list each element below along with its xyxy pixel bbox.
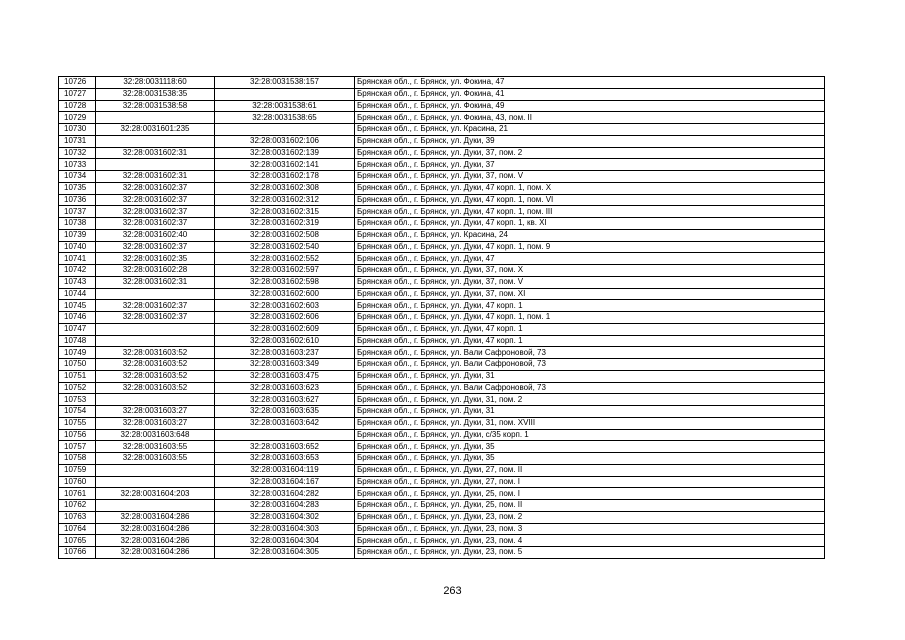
cadastral-number-object-cell: 32:28:0031602:597 bbox=[215, 265, 355, 277]
address-cell: Брянская обл., г. Брянск, ул. Дуки, 23, пом. 5 bbox=[355, 547, 825, 559]
address-cell: Брянская обл., г. Брянск, ул. Вали Сафроновой, 73 bbox=[355, 359, 825, 371]
record-number-cell: 10733 bbox=[59, 159, 96, 171]
record-number-cell: 10731 bbox=[59, 135, 96, 147]
cadastral-number-object-cell bbox=[215, 124, 355, 136]
record-number-cell: 10745 bbox=[59, 300, 96, 312]
cadastral-number-land-cell: 32:28:0031604:286 bbox=[96, 523, 215, 535]
cadastral-number-object-cell: 32:28:0031538:157 bbox=[215, 77, 355, 89]
record-number-cell: 10752 bbox=[59, 382, 96, 394]
address-cell: Брянская обл., г. Брянск, ул. Красина, 21 bbox=[355, 124, 825, 136]
cadastral-number-land-cell: 32:28:0031602:35 bbox=[96, 253, 215, 265]
address-cell: Брянская обл., г. Брянск, ул. Дуки, 31 bbox=[355, 406, 825, 418]
cadastral-number-object-cell bbox=[215, 88, 355, 100]
table-row bbox=[59, 265, 825, 277]
cadastral-number-land-cell bbox=[96, 112, 215, 124]
cadastral-number-object-cell: 32:28:0031602:508 bbox=[215, 229, 355, 241]
record-number-cell: 10740 bbox=[59, 241, 96, 253]
table-row bbox=[59, 500, 825, 512]
record-number-cell: 10763 bbox=[59, 511, 96, 523]
cadastral-number-object-cell: 32:28:0031538:61 bbox=[215, 100, 355, 112]
cadastral-number-object-cell: 32:28:0031602:606 bbox=[215, 312, 355, 324]
cadastral-number-land-cell: 32:28:0031602:37 bbox=[96, 241, 215, 253]
cadastral-number-object-cell: 32:28:0031603:237 bbox=[215, 347, 355, 359]
cadastral-number-land-cell: 32:28:0031602:28 bbox=[96, 265, 215, 277]
table-row bbox=[59, 359, 825, 371]
table-row bbox=[59, 347, 825, 359]
cadastral-number-land-cell: 32:28:0031603:52 bbox=[96, 370, 215, 382]
table-row bbox=[59, 488, 825, 500]
record-number-cell: 10746 bbox=[59, 312, 96, 324]
table-row bbox=[59, 77, 825, 89]
cadastral-number-object-cell: 32:28:0031602:312 bbox=[215, 194, 355, 206]
record-number-cell: 10755 bbox=[59, 417, 96, 429]
cadastral-number-object-cell: 32:28:0031604:282 bbox=[215, 488, 355, 500]
address-cell: Брянская обл., г. Брянск, ул. Фокина, 47 bbox=[355, 77, 825, 89]
address-cell: Брянская обл., г. Брянск, ул. Дуки, 37, пом. 2 bbox=[355, 147, 825, 159]
address-cell: Брянская обл., г. Брянск, ул. Дуки, 37, пом. V bbox=[355, 276, 825, 288]
table-row bbox=[59, 241, 825, 253]
cadastral-number-object-cell: 32:28:0031602:178 bbox=[215, 171, 355, 183]
table-row bbox=[59, 171, 825, 183]
cadastral-number-object-cell: 32:28:0031602:315 bbox=[215, 206, 355, 218]
cadastral-number-object-cell: 32:28:0031602:308 bbox=[215, 182, 355, 194]
cadastral-number-object-cell bbox=[215, 429, 355, 441]
cadastral-number-land-cell: 32:28:0031604:286 bbox=[96, 511, 215, 523]
cadastral-number-object-cell: 32:28:0031602:598 bbox=[215, 276, 355, 288]
table-row bbox=[59, 535, 825, 547]
cadastral-number-object-cell: 32:28:0031603:642 bbox=[215, 417, 355, 429]
cadastral-number-land-cell: 32:28:0031602:31 bbox=[96, 147, 215, 159]
record-number-cell: 10750 bbox=[59, 359, 96, 371]
address-cell: Брянская обл., г. Брянск, ул. Дуки, 47 корп. 1 bbox=[355, 335, 825, 347]
record-number-cell: 10739 bbox=[59, 229, 96, 241]
address-cell: Брянская обл., г. Брянск, ул. Дуки, 31, пом. XVIII bbox=[355, 417, 825, 429]
table-row bbox=[59, 335, 825, 347]
cadastral-number-land-cell: 32:28:0031603:52 bbox=[96, 359, 215, 371]
record-number-cell: 10757 bbox=[59, 441, 96, 453]
table-row bbox=[59, 147, 825, 159]
table-row bbox=[59, 276, 825, 288]
record-number-cell: 10727 bbox=[59, 88, 96, 100]
cadastral-number-land-cell: 32:28:0031603:27 bbox=[96, 417, 215, 429]
record-number-cell: 10730 bbox=[59, 124, 96, 136]
cadastral-number-land-cell: 32:28:0031604:286 bbox=[96, 535, 215, 547]
page-number: 263 bbox=[443, 585, 462, 597]
cadastral-number-object-cell: 32:28:0031602:610 bbox=[215, 335, 355, 347]
record-number-cell: 10741 bbox=[59, 253, 96, 265]
record-number-cell: 10762 bbox=[59, 500, 96, 512]
cadastral-number-land-cell: 32:28:0031603:55 bbox=[96, 453, 215, 465]
table-row bbox=[59, 194, 825, 206]
cadastral-number-land-cell: 32:28:0031604:203 bbox=[96, 488, 215, 500]
cadastral-number-land-cell: 32:28:0031603:27 bbox=[96, 406, 215, 418]
cadastral-number-land-cell: 32:28:0031602:37 bbox=[96, 182, 215, 194]
table-row bbox=[59, 124, 825, 136]
address-cell: Брянская обл., г. Брянск, ул. Дуки, 25, пом. II bbox=[355, 500, 825, 512]
address-cell: Брянская обл., г. Брянск, ул. Дуки, 47 bbox=[355, 253, 825, 265]
record-number-cell: 10735 bbox=[59, 182, 96, 194]
record-number-cell: 10748 bbox=[59, 335, 96, 347]
record-number-cell: 10756 bbox=[59, 429, 96, 441]
address-cell: Брянская обл., г. Брянск, ул. Дуки, 47 корп. 1 bbox=[355, 300, 825, 312]
cadastral-number-land-cell: 32:28:0031538:58 bbox=[96, 100, 215, 112]
address-cell: Брянская обл., г. Брянск, ул. Красина, 24 bbox=[355, 229, 825, 241]
cadastral-number-land-cell: 32:28:0031602:37 bbox=[96, 218, 215, 230]
table-row bbox=[59, 288, 825, 300]
address-cell: Брянская обл., г. Брянск, ул. Вали Сафроновой, 73 bbox=[355, 347, 825, 359]
record-number-cell: 10753 bbox=[59, 394, 96, 406]
table-row bbox=[59, 406, 825, 418]
cadastral-number-object-cell: 32:28:0031602:609 bbox=[215, 323, 355, 335]
record-number-cell: 10743 bbox=[59, 276, 96, 288]
table-row bbox=[59, 88, 825, 100]
record-number-cell: 10732 bbox=[59, 147, 96, 159]
record-number-cell: 10737 bbox=[59, 206, 96, 218]
property-registry-table bbox=[58, 76, 825, 559]
address-cell: Брянская обл., г. Брянск, ул. Фокина, 43, пом. II bbox=[355, 112, 825, 124]
record-number-cell: 10736 bbox=[59, 194, 96, 206]
record-number-cell: 10749 bbox=[59, 347, 96, 359]
cadastral-number-land-cell bbox=[96, 464, 215, 476]
cadastral-number-object-cell: 32:28:0031604:305 bbox=[215, 547, 355, 559]
cadastral-number-object-cell: 32:28:0031603:627 bbox=[215, 394, 355, 406]
cadastral-number-land-cell: 32:28:0031603:55 bbox=[96, 441, 215, 453]
cadastral-number-land-cell: 32:28:0031602:37 bbox=[96, 206, 215, 218]
cadastral-number-land-cell: 32:28:0031603:648 bbox=[96, 429, 215, 441]
address-cell: Брянская обл., г. Брянск, ул. Дуки, 37, пом. V bbox=[355, 171, 825, 183]
address-cell: Брянская обл., г. Брянск, ул. Дуки, 35 bbox=[355, 453, 825, 465]
table-row bbox=[59, 441, 825, 453]
cadastral-number-object-cell: 32:28:0031604:302 bbox=[215, 511, 355, 523]
address-cell: Брянская обл., г. Брянск, ул. Дуки, 39 bbox=[355, 135, 825, 147]
cadastral-number-land-cell bbox=[96, 288, 215, 300]
address-cell: Брянская обл., г. Брянск, ул. Дуки, 23, пом. 4 bbox=[355, 535, 825, 547]
cadastral-number-land-cell bbox=[96, 159, 215, 171]
address-cell: Брянская обл., г. Брянск, ул. Дуки, 47 корп. 1, пом. VI bbox=[355, 194, 825, 206]
table-row bbox=[59, 218, 825, 230]
cadastral-number-land-cell bbox=[96, 335, 215, 347]
record-number-cell: 10728 bbox=[59, 100, 96, 112]
table-row bbox=[59, 229, 825, 241]
cadastral-number-land-cell: 32:28:0031602:37 bbox=[96, 312, 215, 324]
address-cell: Брянская обл., г. Брянск, ул. Дуки, с/35 корп. 1 bbox=[355, 429, 825, 441]
cadastral-number-object-cell: 32:28:0031604:303 bbox=[215, 523, 355, 535]
address-cell: Брянская обл., г. Брянск, ул. Дуки, 47 корп. 1, пом. III bbox=[355, 206, 825, 218]
address-cell: Брянская обл., г. Брянск, ул. Дуки, 27, пом. II bbox=[355, 464, 825, 476]
cadastral-number-object-cell: 32:28:0031602:540 bbox=[215, 241, 355, 253]
address-cell: Брянская обл., г. Брянск, ул. Дуки, 35 bbox=[355, 441, 825, 453]
table-row bbox=[59, 135, 825, 147]
table-row bbox=[59, 323, 825, 335]
record-number-cell: 10744 bbox=[59, 288, 96, 300]
cadastral-number-land-cell: 32:28:0031602:31 bbox=[96, 276, 215, 288]
table-row bbox=[59, 394, 825, 406]
record-number-cell: 10747 bbox=[59, 323, 96, 335]
table-row bbox=[59, 312, 825, 324]
cadastral-number-object-cell: 32:28:0031602:106 bbox=[215, 135, 355, 147]
cadastral-number-land-cell: 32:28:0031604:286 bbox=[96, 547, 215, 559]
table-row bbox=[59, 112, 825, 124]
table-row bbox=[59, 417, 825, 429]
cadastral-number-object-cell: 32:28:0031603:475 bbox=[215, 370, 355, 382]
address-cell: Брянская обл., г. Брянск, ул. Дуки, 47 корп. 1, пом. 9 bbox=[355, 241, 825, 253]
cadastral-number-land-cell: 32:28:0031602:37 bbox=[96, 194, 215, 206]
record-number-cell: 10759 bbox=[59, 464, 96, 476]
cadastral-number-land-cell bbox=[96, 500, 215, 512]
record-number-cell: 10751 bbox=[59, 370, 96, 382]
address-cell: Брянская обл., г. Брянск, ул. Дуки, 37, пом. XI bbox=[355, 288, 825, 300]
table-row bbox=[59, 523, 825, 535]
cadastral-number-land-cell: 32:28:0031602:31 bbox=[96, 171, 215, 183]
record-number-cell: 10764 bbox=[59, 523, 96, 535]
table-row bbox=[59, 464, 825, 476]
table-row bbox=[59, 100, 825, 112]
address-cell: Брянская обл., г. Брянск, ул. Дуки, 37, пом. X bbox=[355, 265, 825, 277]
table-row bbox=[59, 453, 825, 465]
address-cell: Брянская обл., г. Брянск, ул. Фокина, 41 bbox=[355, 88, 825, 100]
table-row bbox=[59, 370, 825, 382]
record-number-cell: 10726 bbox=[59, 77, 96, 89]
cadastral-number-object-cell: 32:28:0031602:139 bbox=[215, 147, 355, 159]
cadastral-number-object-cell: 32:28:0031602:141 bbox=[215, 159, 355, 171]
address-cell: Брянская обл., г. Брянск, ул. Дуки, 23, пом. 3 bbox=[355, 523, 825, 535]
address-cell: Брянская обл., г. Брянск, ул. Вали Сафроновой, 73 bbox=[355, 382, 825, 394]
record-number-cell: 10760 bbox=[59, 476, 96, 488]
table-row bbox=[59, 476, 825, 488]
cadastral-number-land-cell bbox=[96, 135, 215, 147]
record-number-cell: 10738 bbox=[59, 218, 96, 230]
address-cell: Брянская обл., г. Брянск, ул. Дуки, 27, пом. I bbox=[355, 476, 825, 488]
table-row bbox=[59, 300, 825, 312]
cadastral-number-land-cell: 32:28:0031603:52 bbox=[96, 382, 215, 394]
record-number-cell: 10761 bbox=[59, 488, 96, 500]
cadastral-number-object-cell: 32:28:0031602:600 bbox=[215, 288, 355, 300]
record-number-cell: 10765 bbox=[59, 535, 96, 547]
cadastral-number-object-cell: 32:28:0031538:65 bbox=[215, 112, 355, 124]
cadastral-number-land-cell: 32:28:0031538:35 bbox=[96, 88, 215, 100]
cadastral-number-land-cell: 32:28:0031601:235 bbox=[96, 124, 215, 136]
record-number-cell: 10766 bbox=[59, 547, 96, 559]
cadastral-number-object-cell: 32:28:0031602:552 bbox=[215, 253, 355, 265]
cadastral-number-land-cell bbox=[96, 323, 215, 335]
record-number-cell: 10758 bbox=[59, 453, 96, 465]
table-row bbox=[59, 182, 825, 194]
address-cell: Брянская обл., г. Брянск, ул. Дуки, 31, пом. 2 bbox=[355, 394, 825, 406]
record-number-cell: 10734 bbox=[59, 171, 96, 183]
cadastral-number-land-cell bbox=[96, 394, 215, 406]
table-row bbox=[59, 253, 825, 265]
address-cell: Брянская обл., г. Брянск, ул. Дуки, 25, пом. I bbox=[355, 488, 825, 500]
cadastral-number-object-cell: 32:28:0031604:304 bbox=[215, 535, 355, 547]
cadastral-number-object-cell: 32:28:0031602:319 bbox=[215, 218, 355, 230]
table-row bbox=[59, 429, 825, 441]
cadastral-number-object-cell: 32:28:0031603:653 bbox=[215, 453, 355, 465]
cadastral-number-object-cell: 32:28:0031603:652 bbox=[215, 441, 355, 453]
cadastral-number-object-cell: 32:28:0031604:119 bbox=[215, 464, 355, 476]
table-row bbox=[59, 511, 825, 523]
address-cell: Брянская обл., г. Брянск, ул. Дуки, 23, пом. 2 bbox=[355, 511, 825, 523]
registry-table-body bbox=[59, 77, 825, 559]
table-row bbox=[59, 382, 825, 394]
cadastral-number-land-cell bbox=[96, 476, 215, 488]
table-row bbox=[59, 159, 825, 171]
address-cell: Брянская обл., г. Брянск, ул. Дуки, 37 bbox=[355, 159, 825, 171]
cadastral-number-land-cell: 32:28:0031118:60 bbox=[96, 77, 215, 89]
cadastral-number-object-cell: 32:28:0031603:349 bbox=[215, 359, 355, 371]
cadastral-number-object-cell: 32:28:0031604:283 bbox=[215, 500, 355, 512]
cadastral-number-land-cell: 32:28:0031602:37 bbox=[96, 300, 215, 312]
cadastral-number-land-cell: 32:28:0031602:40 bbox=[96, 229, 215, 241]
address-cell: Брянская обл., г. Брянск, ул. Дуки, 31 bbox=[355, 370, 825, 382]
cadastral-number-object-cell: 32:28:0031602:603 bbox=[215, 300, 355, 312]
table-row bbox=[59, 206, 825, 218]
cadastral-number-land-cell: 32:28:0031603:52 bbox=[96, 347, 215, 359]
table-row bbox=[59, 547, 825, 559]
address-cell: Брянская обл., г. Брянск, ул. Дуки, 47 корп. 1 bbox=[355, 323, 825, 335]
cadastral-number-object-cell: 32:28:0031603:623 bbox=[215, 382, 355, 394]
address-cell: Брянская обл., г. Брянск, ул. Дуки, 47 корп. 1, пом. 1 bbox=[355, 312, 825, 324]
address-cell: Брянская обл., г. Брянск, ул. Дуки, 47 корп. 1, кв. XI bbox=[355, 218, 825, 230]
cadastral-number-object-cell: 32:28:0031603:635 bbox=[215, 406, 355, 418]
address-cell: Брянская обл., г. Брянск, ул. Фокина, 49 bbox=[355, 100, 825, 112]
record-number-cell: 10754 bbox=[59, 406, 96, 418]
cadastral-number-object-cell: 32:28:0031604:167 bbox=[215, 476, 355, 488]
address-cell: Брянская обл., г. Брянск, ул. Дуки, 47 корп. 1, пом. X bbox=[355, 182, 825, 194]
record-number-cell: 10729 bbox=[59, 112, 96, 124]
record-number-cell: 10742 bbox=[59, 265, 96, 277]
